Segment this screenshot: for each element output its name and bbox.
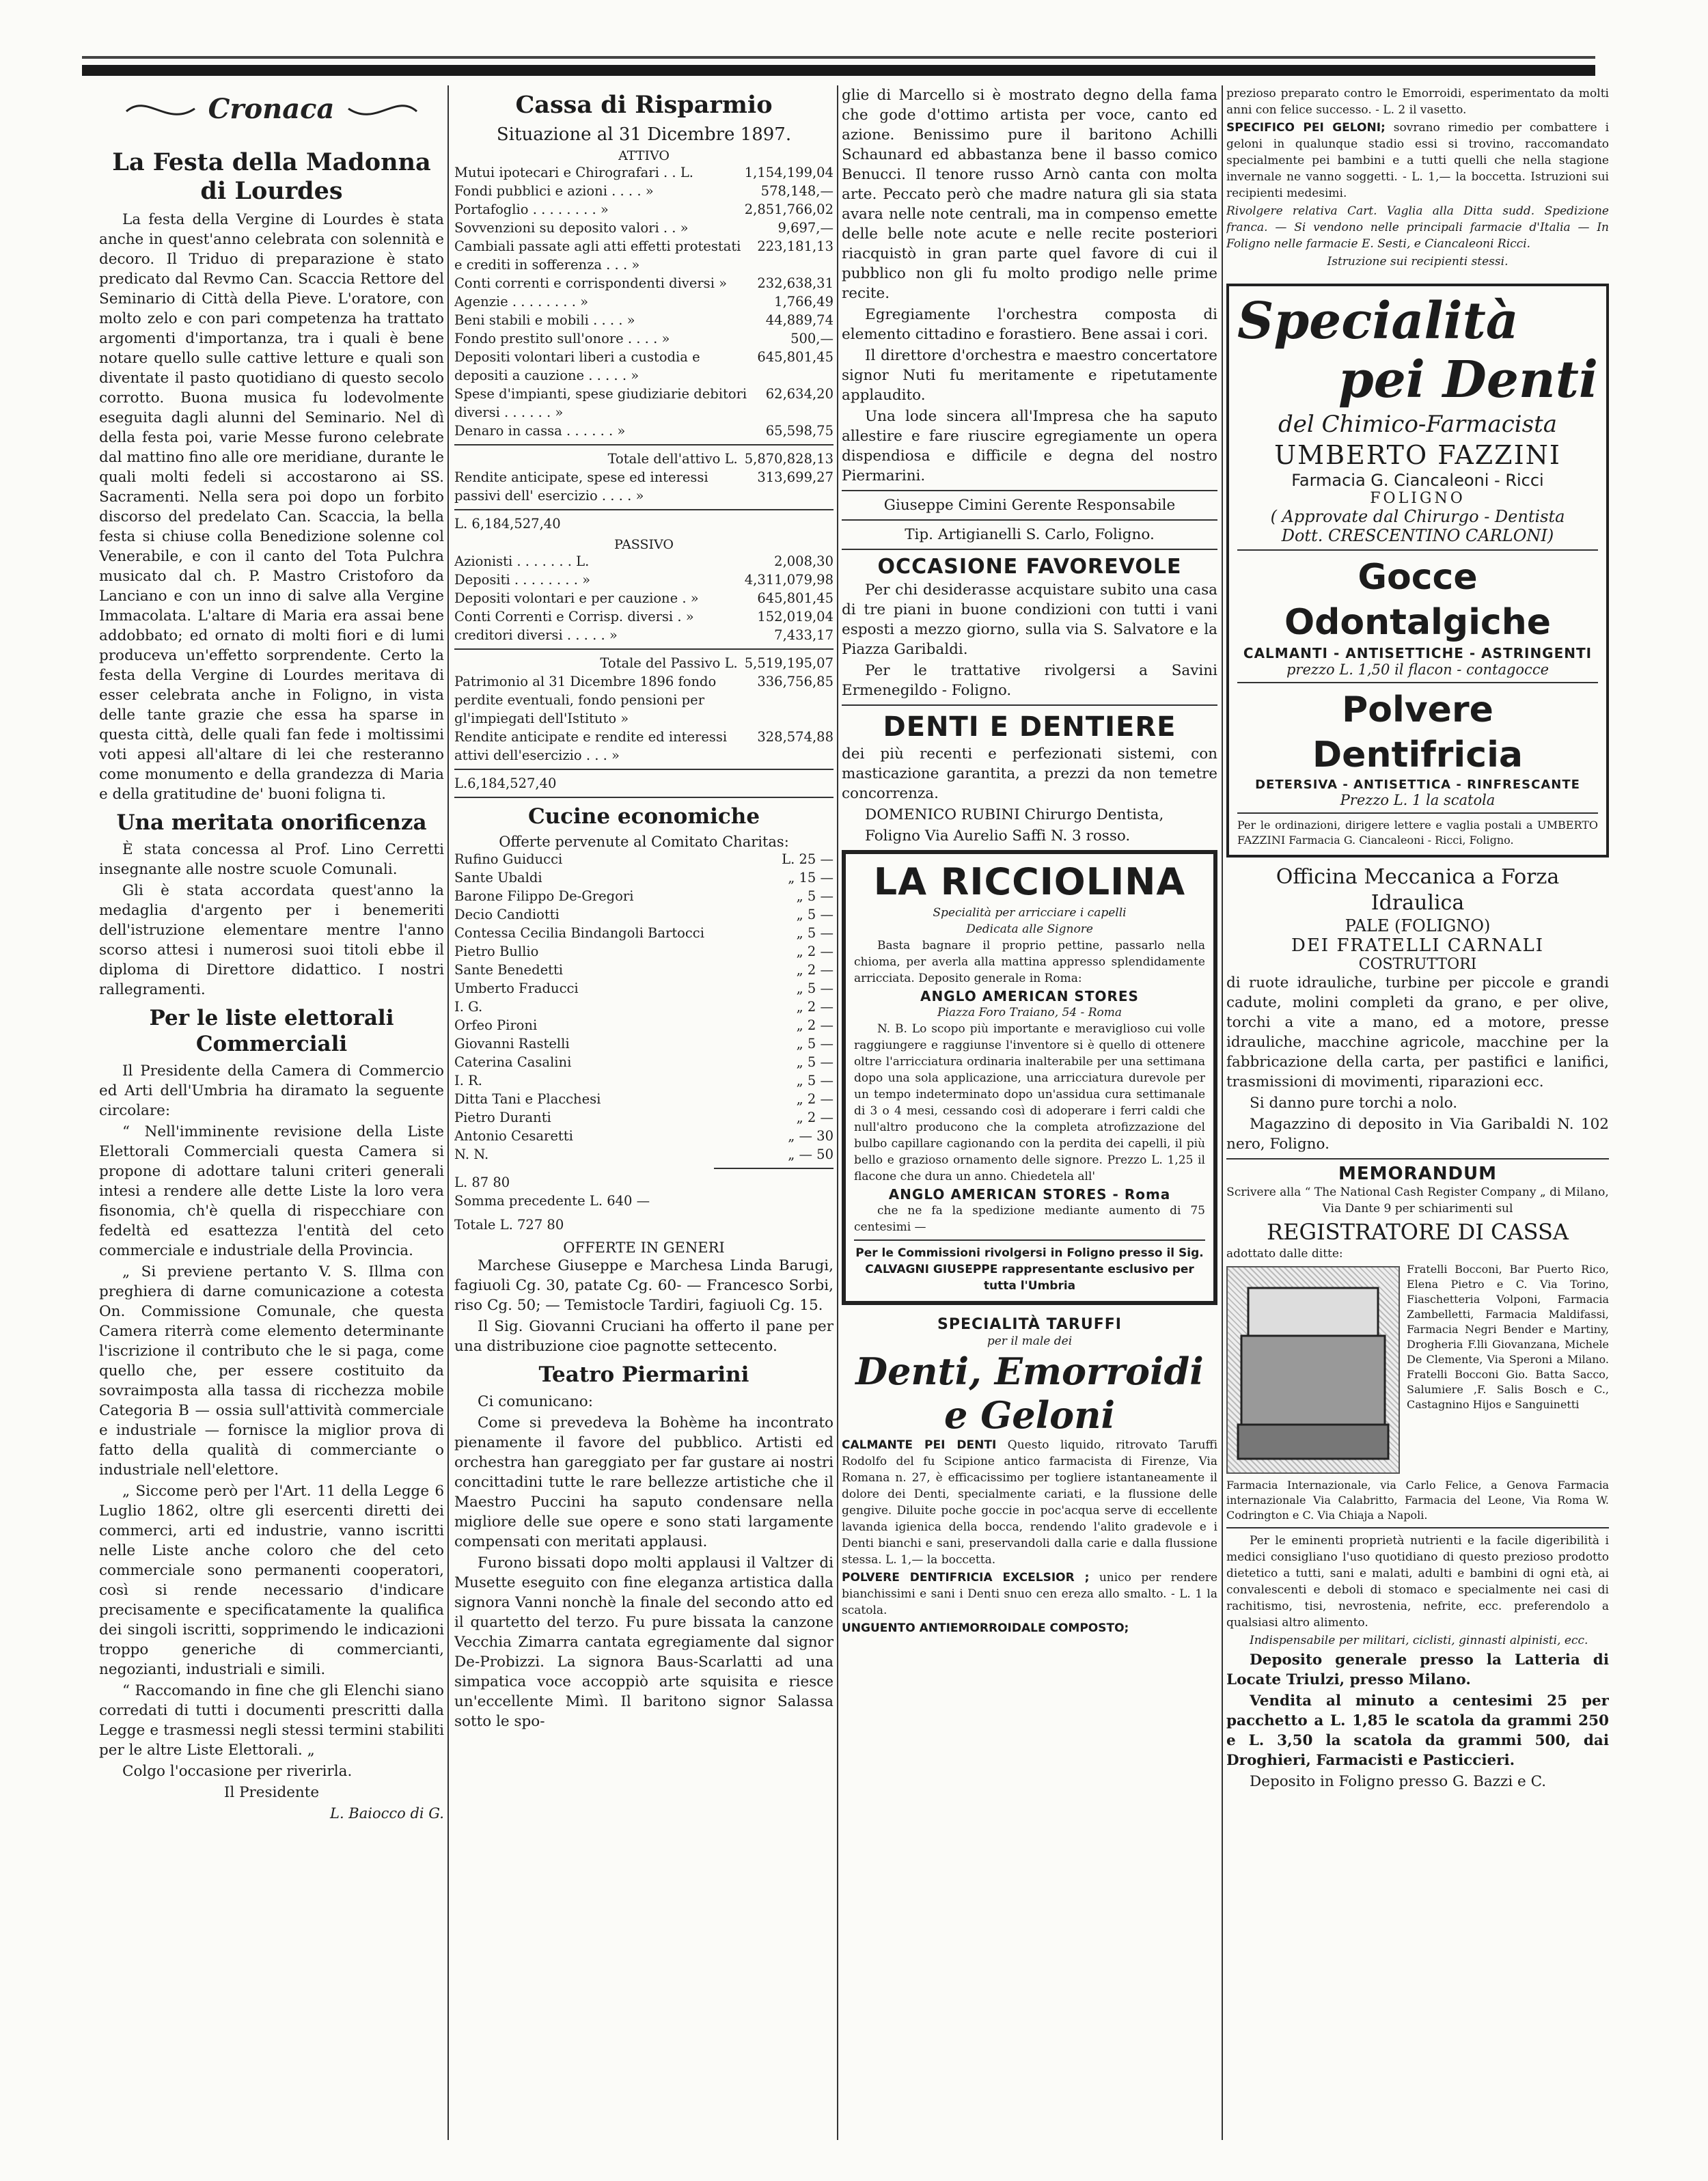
divider bbox=[842, 519, 1217, 521]
passivo-row-label: creditori diversi . . . . . » bbox=[454, 627, 618, 643]
product-desc: DETERSIVA - ANTISETTICA - RINFRESCANTE bbox=[1255, 778, 1580, 792]
sum-row: Somma precedente L. 640 — bbox=[454, 1193, 650, 1209]
passivo-row bbox=[454, 571, 834, 589]
attivo-row-label: Spese d'impianti, spese giudiziarie debitori diversi . . . . . . » bbox=[454, 386, 747, 420]
ad-text: Indispensabile per militari, ciclisti, ginnasti alpinisti, ecc. bbox=[1250, 1634, 1588, 1647]
article-paragraph: Ci comunicano: bbox=[478, 1393, 593, 1410]
attivo-row bbox=[454, 200, 834, 219]
ad-text: di ruote idrauliche, turbine per piccole e grandi cadute, molini completi da grano, e per olive, torchi a vite a mano, ed a motore, presse idrauliche, macchine agricole, macchine per la fabbricazione della carta, per pastifici e lanifici, trasmissioni di movimenti, riparazioni ecc. bbox=[1226, 974, 1609, 1090]
offerta-row-label: Decio Candiotti bbox=[454, 907, 560, 922]
divider bbox=[454, 444, 834, 445]
product-desc: CALMANTI - ANTISETTICHE - ASTRINGENTI bbox=[1243, 645, 1593, 661]
offerta-row-label: Umberto Fraducci bbox=[454, 980, 579, 996]
offerta-row-value: „ 5 — bbox=[796, 925, 834, 941]
offerta-row bbox=[454, 905, 834, 924]
offerta-row bbox=[454, 998, 834, 1016]
section-subtitle: OFFERTE IN GENERI bbox=[563, 1239, 725, 1256]
ad-text: Per chi desiderasse acquistare subito una casa di tre piani in buone condizioni con tutti i vani esposti a mezzo giorno, sulla via S. Salvatore e la Piazza Garibaldi. bbox=[842, 581, 1217, 658]
attivo-row bbox=[454, 237, 834, 274]
attivo-row-label: Sovvenzioni su deposito valori . . » bbox=[454, 220, 689, 236]
ad-text: dei più recenti e perfezionati sistemi, con masticazione garantita, a prezzi da non temetre concorrenza. bbox=[842, 745, 1217, 802]
section-title: di Lourdes bbox=[200, 177, 343, 205]
ad-text: Magazzino di deposito in Via Garibaldi N. 102 nero, Foligno. bbox=[1226, 1116, 1609, 1153]
offerta-row-label: Ditta Tani e Placchesi bbox=[454, 1091, 601, 1107]
passivo-row-value: 152,019,04 bbox=[757, 609, 834, 625]
attivo-table bbox=[454, 163, 834, 440]
offerte-table bbox=[454, 850, 834, 1164]
offerta-row-value: „ 2 — bbox=[796, 1110, 834, 1125]
offerta-row bbox=[454, 961, 834, 979]
ad-headline: Specialità bbox=[1237, 292, 1519, 351]
article-paragraph: Una lode sincera all'Impresa che ha saputo allestire e fare riuscire egregiamente un opera dispendiosa e difficile e degna del nostro Piermarini. bbox=[842, 408, 1217, 484]
ad-headline: e Geloni bbox=[944, 1393, 1115, 1437]
offerta-row bbox=[454, 1127, 834, 1145]
offerta-row-label: Pietro Bullio bbox=[454, 944, 539, 959]
ad-text: Questo liquido, ritrovato Taruffi Rodolfo del fu Scipione antico farmacista di Firenze, Via Romana n. 27, è efficacissimo per togliere istantaneamente il dolore dei Denti, specialmente cariati, e la flussione delle gengive. Diluite poche goccie in poc'acqua serve di eccellente lavanda igienica della bocca, rendendo l'alito gradevole e i Denti bianchi e sani, preservandoli dalla carie e dalla flussione stessa. L. 1,— la boccetta. bbox=[842, 1438, 1217, 1567]
ad-text: Deposito generale presso la Latteria di Locate Triulzi, presso Milano. bbox=[1226, 1651, 1609, 1688]
article-paragraph: Gli è stata accordata quest'anno la medaglia d'argento per i benemeriti dell'istruzione elementare mentre l'anno scorso attesi i numerosi suoi titoli ebbe il diploma di Direttore didattico. I nostri rallegramenti. bbox=[99, 882, 444, 998]
article-paragraph: Colgo l'occasione per riverirla. bbox=[122, 1763, 353, 1780]
offerta-row-label: Contessa Cecilia Bindangoli Bartocci bbox=[454, 925, 704, 941]
divider bbox=[1237, 549, 1598, 551]
passivo-row bbox=[454, 626, 834, 644]
attivo-row bbox=[454, 163, 834, 182]
register-block bbox=[1226, 1262, 1609, 1478]
divider bbox=[1226, 1527, 1609, 1528]
product-name: SPECIFICO PEI GELONI; bbox=[1226, 121, 1386, 135]
store-name: ANGLO AMERICAN STORES bbox=[920, 988, 1139, 1004]
offerta-row-label: Giovanni Rastelli bbox=[454, 1036, 570, 1052]
section-subtitle: Offerte pervenute al Comitato Charitas: bbox=[499, 834, 789, 850]
product-price: Prezzo L. 1 la scatola bbox=[1340, 792, 1496, 808]
divider bbox=[454, 648, 834, 650]
passivo-row-value: 7,433,17 bbox=[774, 627, 834, 643]
cronaca-ornament bbox=[99, 90, 444, 131]
offerta-row bbox=[454, 979, 834, 998]
offerta-row-label: I. R. bbox=[454, 1073, 482, 1088]
section-title: Cassa di Risparmio bbox=[515, 91, 773, 119]
ad-title: LA RICCIOLINA bbox=[873, 860, 1186, 903]
article-paragraph: Egregiamente l'orchestra composta di elemento cittadino e forastiero. Bene assai i cori. bbox=[842, 306, 1217, 343]
offerta-row-label: Caterina Casalini bbox=[454, 1054, 572, 1070]
ad-subtitle: Dedicata alle Signore bbox=[966, 922, 1093, 936]
offerta-row-value: „ 5 — bbox=[796, 1036, 834, 1052]
offerta-row-label: Barone Filippo De-Gregori bbox=[454, 888, 634, 904]
attivo-row-value: 1,766,49 bbox=[774, 294, 834, 310]
article-paragraph: Furono bissati dopo molti applausi il Valtzer di Musette eseguito con fine eleganza artistica dalla signora Vanni nonchè la finale del secondo atto ed il quartetto del terzo. Fu pure bissata la canzone Vecchia Zimarra cantata egregiamente dal signor De-Probizzi. La signora Baus-Scarlatti ad una simpatica voce accoppiò arte squisita e riesce un'eccellente Mimì. Il baritono signor Salassa sotto le spo- bbox=[454, 1554, 834, 1730]
offerta-row bbox=[454, 887, 834, 905]
attivo-row-label: Depositi volontari liberi a custodia e depositi a cauzione . . . . . » bbox=[454, 349, 700, 383]
offerta-row-value: „ 5 — bbox=[796, 1073, 834, 1088]
offerta-row-label: I. G. bbox=[454, 999, 483, 1015]
column-1 bbox=[99, 85, 444, 2140]
attivo-row bbox=[454, 219, 834, 237]
product-name: UNGUENTO ANTIEMORROIDALE COMPOSTO; bbox=[842, 1621, 1129, 1635]
fazzini-ad bbox=[1226, 284, 1609, 858]
ad-footer: Per le Commissioni rivolgersi in Foligno presso il Sig. CALVAGNI GIUSEPPE rappresentante esclusivo per tutta l'Umbria bbox=[855, 1246, 1204, 1293]
product-name: CALMANTE PEI DENTI bbox=[842, 1438, 997, 1452]
attivo-row-label: Fondo prestito sull'onore . . . . » bbox=[454, 331, 670, 346]
divider bbox=[854, 1239, 1205, 1241]
column-4 bbox=[1226, 85, 1609, 2140]
passivo-row-label: Depositi . . . . . . . . » bbox=[454, 572, 591, 588]
ad-text: unico per rendere bianchissimi e sani i Denti snuo cen ereza allo smalto. - L. 1 la scatola. bbox=[842, 1571, 1217, 1617]
attivo-row-value: 223,181,13 bbox=[757, 238, 834, 254]
attivo-row bbox=[454, 292, 834, 311]
attivo-row-label: Fondi pubblici e azioni . . . . » bbox=[454, 183, 654, 199]
ad-name: UMBERTO FAZZINI bbox=[1274, 440, 1561, 470]
offerta-row bbox=[454, 850, 834, 868]
passivo-row-label: Conti Correnti e Corrisp. diversi . » bbox=[454, 609, 694, 625]
passivo-row bbox=[454, 607, 834, 626]
offerta-row bbox=[454, 1108, 834, 1127]
passivo-row-value: 2,008,30 bbox=[774, 553, 834, 569]
cash-register-icon bbox=[1228, 1267, 1399, 1472]
ad-subtitle: per il male dei bbox=[987, 1334, 1073, 1348]
divider bbox=[842, 704, 1217, 706]
ad-text: Basta bagnare il proprio pettine, passarlo nella chioma, per averla alla mattina appresso splendidamente arricciata. Deposito generale in Roma: bbox=[854, 939, 1205, 985]
ad-text: Rivolgere relativa Cart. Vaglia alla Ditta sudd. Spedizione franca. — Si vendono nelle principali farmacie d'Italia — In Foligno nelle farmacie E. Sesti, e Ciancaleoni Ricci. bbox=[1226, 204, 1609, 251]
section-title: Teatro Piermarini bbox=[538, 1362, 749, 1387]
attivo-row-value: 9,697,— bbox=[777, 220, 834, 236]
divider bbox=[454, 509, 834, 510]
attivo-row bbox=[454, 311, 834, 329]
product-price: prezzo L. 1,50 il flacon - contagocce bbox=[1286, 661, 1549, 678]
article-paragraph: glie di Marcello si è mostrato degno della fama che gode d'ottimo artista per voce, canto ed azione. Benissimo pure il baritono Achilli Schaunard ed abbastanza bene il basso comico Benucci. Il tenore russo Arnò canta con molta arte. Peccato però che madre natura gli sia stata avara nelle note centrali, ma in compenso emette delle belle note acute e nelle recite posteriori riacquistò in gran parte quel favore di cui il pubblico non gli fu molto prodigo nelle prime recite. bbox=[842, 87, 1217, 302]
article-paragraph: Marchese Giuseppe e Marchesa Linda Barugi, fagiuoli Cg. 30, patate Cg. 60- — Francesco Sorbi, riso Cg. 50; — Temistocle Tardiri, fagiuoli Cg. 15. bbox=[454, 1257, 834, 1314]
section-title: Commerciali bbox=[195, 1032, 348, 1056]
column-divider bbox=[1222, 85, 1223, 2140]
section-subtitle: Situazione al 31 Dicembre 1897. bbox=[496, 124, 792, 145]
section-title: La Festa della Madonna bbox=[112, 148, 431, 176]
attivo-row-label: Mutui ipotecari e Chirografari . . L. bbox=[454, 165, 693, 180]
section-title: Per le liste elettorali bbox=[149, 1006, 394, 1030]
gerente-line: Giuseppe Cimini Gerente Responsabile bbox=[883, 497, 1176, 514]
column-2 bbox=[454, 85, 834, 2140]
top-heavy-rule bbox=[82, 65, 1595, 76]
offerta-row-label: N. N. bbox=[454, 1147, 489, 1162]
offerta-row bbox=[454, 1071, 834, 1090]
ad-text: FOLIGNO bbox=[1370, 490, 1465, 507]
offerta-row bbox=[454, 1090, 834, 1108]
ad-text: DOMENICO RUBINI Chirurgo Dentista, bbox=[865, 806, 1164, 823]
passivo-row-label: Depositi volontari e per cauzione . » bbox=[454, 590, 699, 606]
attivo-row-value: 65,598,75 bbox=[765, 423, 834, 439]
attivo-row-label: Portafoglio . . . . . . . . » bbox=[454, 202, 609, 217]
offerta-row bbox=[454, 1016, 834, 1034]
attivo-row bbox=[454, 182, 834, 200]
ad-subtitle: Specialità per arricciare i capelli bbox=[933, 906, 1127, 920]
offerta-row-value: „ 2 — bbox=[796, 999, 834, 1015]
article-paragraph: È stata concessa al Prof. Lino Cerretti insegnante alle nostre scuole Comunali. bbox=[99, 841, 444, 878]
attivo-row bbox=[454, 422, 834, 440]
ad-title: OCCASIONE FAVOREVOLE bbox=[877, 555, 1182, 579]
attivo-total-row: Totale dell'attivo L. 5,870,828,13 bbox=[607, 451, 834, 467]
ad-text: Istruzione sui recipienti stessi. bbox=[1327, 255, 1509, 269]
offerta-row-value: „ 2 — bbox=[796, 944, 834, 959]
divider bbox=[454, 769, 834, 770]
ad-text: Scrivere alla “ The National Cash Register Company „ di Milano, Via Dante 9 per schiarimenti sul bbox=[1226, 1185, 1609, 1216]
ad-text: ( Approvate dal Chirurgo - Dentista bbox=[1270, 507, 1565, 526]
offerta-row bbox=[454, 924, 834, 942]
patrimonio-row: Patrimonio al 31 Dicembre 1896 fondo perdite eventuali, fondo pensioni per gl'impiegati dell'Istituto » 336,756,85 bbox=[454, 674, 834, 726]
offerta-row-value: L. 25 — bbox=[782, 851, 834, 867]
attivo-row-value: 62,634,20 bbox=[765, 386, 834, 402]
offerta-row-label: Sante Ubaldi bbox=[454, 870, 542, 886]
passivo-heading: PASSIVO bbox=[614, 537, 674, 552]
ad-text: N. B. Lo scopo più importante e meraviglioso cui volle raggiungere e raggiunse l'inventore si è quello di ottenere oltre l'arricciatura ordinaria inalterabile per una settimana dopo una sola applicazione, una arricciatura durevole per un tempo indeterminato dopo un'assidua cura settimanale di 3 o 4 mesi, cessando così di adoperare i ferri caldi che null'altro producono che la completa atrofizzazione del bulbo capillare cagionando con la perdita dei capelli, il più bello e grazioso ornamento delle signore. Prezzo L. 1,25 il flacone che dura un anno. Chiedetela all' bbox=[854, 1022, 1205, 1183]
ad-subtitle: PALE (FOLIGNO) bbox=[1345, 916, 1491, 935]
ad-text: Per le trattative rivolgersi a Savini Ermenegildo - Foligno. bbox=[842, 662, 1217, 699]
divider bbox=[842, 490, 1217, 491]
offerta-row-value: „ 5 — bbox=[796, 1054, 834, 1070]
passivo-row-label: Azionisti . . . . . . . L. bbox=[454, 553, 590, 569]
ad-text: Dott. CRESCENTINO CARLONI) bbox=[1281, 526, 1554, 545]
product-title: Polvere Dentifricia bbox=[1312, 689, 1523, 776]
ad-text: sovrano rimedio per combattere i geloni in qualunque stadio essi si trovino, raccomandato specialmente pei bambini e a tutti quelli che nella stagione invernale ne vanno soggetti. - L. 1,— la boccetta. Istruzioni sui recipienti medesimi. bbox=[1226, 121, 1609, 200]
attivo-row bbox=[454, 385, 834, 422]
product-title: Gocce Odontalgiche bbox=[1284, 557, 1552, 643]
store-name: ANGLO AMERICAN STORES - Roma bbox=[888, 1186, 1171, 1203]
rendite-row: Rendite anticipate, spese ed interessi passivi dell' esercizio . . . . » 313,699,27 bbox=[454, 469, 834, 504]
divider bbox=[842, 549, 1217, 550]
attivo-row-value: 1,154,199,04 bbox=[744, 165, 834, 180]
column-3 bbox=[842, 85, 1217, 2140]
rendite-row: Rendite anticipate e rendite ed interessi attivi dell'esercizio . . . » 328,574,88 bbox=[454, 729, 834, 763]
attivo-row-value: 500,— bbox=[790, 331, 834, 346]
offerta-row-label: Antonio Cesaretti bbox=[454, 1128, 573, 1144]
ad-subtitle: adottato dalle ditte: bbox=[1226, 1247, 1343, 1261]
passivo-table bbox=[454, 552, 834, 644]
sum-row: Totale L. 727 80 bbox=[454, 1217, 564, 1233]
passivo-row-value: 645,801,45 bbox=[757, 590, 834, 606]
article-paragraph: Come si prevedeva la Bohème ha incontrato pienamente il favore del pubblico. Artisti ed orchestra han gareggiato per far gustare ai nostri concittadini tutte le rare bellezze artistiche che il Maestro Puccini ha saputo condensare nella migliore delle sue opere e sono stati largamente compensati con meritati applausi. bbox=[454, 1414, 834, 1550]
article-paragraph: „ Si previene pertanto V. S. Illma con preghiera di darne comunicazione a cotesta On. Commissione Comunale, che questa Camera riterrà come elemento determinante l'iscrizione il contributo che le si paga, come quello che, per essere costituito da sovraimposta alla tassa di ricchezza mobile Categoria B — ossia sull'attività commerciale e industriale — fornisce la miglior prova di fatto della qualità di commerciante o industriale nell'elettore. bbox=[99, 1263, 444, 1479]
ad-subtitle: del Chimico-Farmacista bbox=[1278, 411, 1558, 438]
attivo-row bbox=[454, 348, 834, 385]
offerta-row-value: „ 5 — bbox=[796, 907, 834, 922]
attivo-row-value: 2,851,766,02 bbox=[744, 202, 834, 217]
attivo-heading: ATTIVO bbox=[618, 148, 670, 163]
ad-headline: pei Denti bbox=[1338, 351, 1598, 409]
ad-headline: Denti, Emorroidi bbox=[855, 1349, 1204, 1393]
offerta-row-value: „ 2 — bbox=[796, 1091, 834, 1107]
top-thin-rule bbox=[82, 56, 1595, 59]
ad-title: MEMORANDUM bbox=[1338, 1164, 1498, 1184]
divider bbox=[1237, 682, 1598, 683]
attivo-row-label: Agenzie . . . . . . . . » bbox=[454, 294, 589, 310]
offerta-row bbox=[454, 1034, 834, 1053]
divider bbox=[1226, 1158, 1609, 1160]
article-paragraph: „ Siccome però per l'Art. 11 della Legge 6 Luglio 1862, oltre gli esercenti diretti dei commerci, arti ed industrie, vanno iscritti nelle Liste anche coloro che del ceto commerciale sono permanenti cooperatori, così si rende necessario d'indicare precisamente e specificatamente la qualifica dei singoli iscritti, sopprimendo le indicazioni troppo generiche di commercianti, negozianti, industriali e simili. bbox=[99, 1483, 444, 1678]
cash-register-illustration bbox=[1226, 1266, 1400, 1474]
signature-name: L. Baiocco di G. bbox=[330, 1805, 444, 1822]
offerta-row bbox=[454, 1053, 834, 1071]
ad-subtitle: COSTRUTTORI bbox=[1358, 956, 1477, 973]
offerta-row bbox=[454, 868, 834, 887]
signature-title: Il Presidente bbox=[223, 1784, 320, 1801]
attivo-row bbox=[454, 329, 834, 348]
cronaca-header: Cronaca bbox=[208, 93, 335, 125]
section-title: Cucine economiche bbox=[527, 804, 760, 829]
divider bbox=[1237, 812, 1598, 814]
ad-text: Per le eminenti proprietà nutrienti e la facile digeribilità i medici consigliano l'uso quotidiano di questo prezioso prodotto dietetico a tutti, sani e malati, adulti e bambini di ogni età, ai convalescenti e deboli di stomaco e specialmente nei casi di rachitismo, tisi, nevrostenia, nefrite, ecc. preferendolo a qualsiasi altro alimento. bbox=[1226, 1534, 1609, 1630]
ad-title: DENTI E DENTIERE bbox=[883, 711, 1176, 743]
attivo-row-label: Conti correnti e corrispondenti diversi » bbox=[454, 275, 728, 291]
offerta-row-value: „ 5 — bbox=[796, 888, 834, 904]
passivo-total-row: Totale del Passivo L. 5,519,195,07 bbox=[600, 655, 834, 671]
offerta-row-value: „ — 30 bbox=[788, 1128, 834, 1144]
ad-text: Farmacia Internazionale, via Carlo Felice, a Genova Farmacia internazionale Via Calabritto, Farmacia del Leone, Via Roma W. Codrington e C. Via Chiaja a Napoli. bbox=[1226, 1479, 1609, 1522]
offerta-row-value: „ 2 — bbox=[796, 1017, 834, 1033]
ad-title: REGISTRATORE DI CASSA bbox=[1266, 1219, 1569, 1245]
offerta-row-value: „ 2 — bbox=[796, 962, 834, 978]
store-address: Piazza Foro Traiano, 54 - Roma bbox=[937, 1006, 1122, 1019]
offerta-row bbox=[454, 1145, 834, 1164]
divider bbox=[714, 1168, 834, 1169]
attivo-row-value: 645,801,45 bbox=[757, 349, 834, 365]
product-name: POLVERE DENTIFRICIA EXCELSIOR ; bbox=[842, 1571, 1090, 1585]
sum-row: L. 87 80 bbox=[454, 1175, 510, 1190]
passivo-row bbox=[454, 589, 834, 607]
printer-line: Tip. Artigianelli S. Carlo, Foligno. bbox=[905, 526, 1155, 543]
ad-text: prezioso preparato contro le Emorroidi, esperimentato da molti anni con felice successo. - L. 2 il vasetto. bbox=[1226, 87, 1609, 117]
offerta-row-value: „ 15 — bbox=[788, 870, 834, 886]
attivo-row-label: Denaro in cassa . . . . . . » bbox=[454, 423, 626, 439]
ad-text: Vendita al minuto a centesimi 25 per pacchetto a L. 1,85 le scatola da grammi 250 e L. 3,50 la scatola da grammi 500, dai Droghieri, Farmacisti e Pasticcieri. bbox=[1226, 1692, 1609, 1769]
article-paragraph: Il direttore d'orchestra e maestro concertatore signor Nuti fu meritamente e ripetutamente applaudito. bbox=[842, 347, 1217, 404]
article-paragraph: “ Raccomando in fine che gli Elenchi siano corredati di tutti i documenti prescritti dalla Legge e trasmessi negli stessi termini stabiliti per le altre Liste Elettorali. „ bbox=[99, 1682, 444, 1759]
article-body: La festa della Vergine di Lourdes è stata anche in quest'anno celebrata con solennità e decoro. Il Triduo di preparazione è stato predicato dal Revmo Can. Scaccia Rettore del Seminario di Città della Pieve. L'oratore, con molto zelo e con pari competenza ha trattato argomenti d'importanza, tra i quali è bene notare quello sulle cattive letture e quali son diventate il pasto quotidiano di questo secolo corrotto. Buona musica fu lodevolmente eseguita dagli alunni del Seminario. Nel dì della festa poi, varie Messe furono celebrate dal mattino fino alle ore meridiane, durante le quali molti fedeli si accostarono ai SS. Sacramenti. Nella sera poi dopo un forbito discorso del predelato Can. Scaccia, la bella festa si chiuse colla Benedizione solenne col Venerabile, e con il canto del Tota Pulchra musicato dal ch. P. Mastro Cristoforo da Lanciano e con un inno di salve alla Vergine Immacolata. L'altare di Maria era assai bene addobbato; ed ornato di molti fiori e di lumi produceva un'effetto sorprendente. Certo la festa della Vergine di Lourdes meritava di esser celebrata anche in Foligno, in vista delle tante grazie che essa ha sparse in questa città, delle quali fan fede i moltissimi voti appesi all'altare di lei che resteranno come monumento e della grandezza di Maria e della gratitudine de' buoni foligna ti. bbox=[99, 211, 444, 803]
offerta-row bbox=[454, 942, 834, 961]
ricciolina-ad bbox=[842, 850, 1217, 1305]
attivo-row-label: Cambiali passate agli atti effetti protestati e crediti in sofferenza . . . » bbox=[454, 238, 741, 273]
ad-text: Deposito in Foligno presso G. Bazzi e C. bbox=[1250, 1773, 1547, 1790]
ad-text: Foligno Via Aurelio Saffi N. 3 rosso. bbox=[865, 827, 1131, 845]
column-divider bbox=[447, 85, 449, 2140]
ad-title: SPECIALITÀ TARUFFI bbox=[937, 1316, 1122, 1333]
ad-title: Officina Meccanica a Forza Idraulica bbox=[1276, 865, 1560, 915]
passivo-row-value: 4,311,079,98 bbox=[744, 572, 834, 588]
attivo-row-value: 232,638,31 bbox=[757, 275, 834, 291]
attivo-row bbox=[454, 274, 834, 292]
article-paragraph: “ Nell'imminente revisione della Liste Elettorali Commerciali questa Camera si propone di adottare taluni criteri generali intesi a rendere alle dette Liste la loro vera fisonomia, ch'è quella di rispecchiare con fedeltà ed esattezza l'entità del ceto commerciale e industriale della Provincia. bbox=[99, 1123, 444, 1259]
offerta-row-label: Sante Benedetti bbox=[454, 962, 564, 978]
offerta-row-label: Rufino Guiducci bbox=[454, 851, 563, 867]
ad-text: Si danno pure torchi a nolo. bbox=[1250, 1095, 1458, 1112]
offerta-row-value: „ — 50 bbox=[788, 1147, 834, 1162]
ad-footer: Per le ordinazioni, dirigere lettere e vaglia postali a UMBERTO FAZZINI Farmacia G. Ciancaleoni - Ricci, Foligno. bbox=[1237, 819, 1598, 847]
passivo-row bbox=[454, 552, 834, 571]
attivo-row-value: 44,889,74 bbox=[765, 312, 834, 328]
article-paragraph: Il Sig. Giovanni Cruciani ha offerto il pane per una distribuzione cioe pagnotte settecento. bbox=[454, 1318, 834, 1355]
offerta-row-label: Pietro Duranti bbox=[454, 1110, 551, 1125]
ad-subtitle: DEI FRATELLI CARNALI bbox=[1291, 935, 1545, 956]
section-title: Una meritata onorificenza bbox=[116, 810, 427, 835]
article-paragraph: Il Presidente della Camera di Commercio ed Arti dell'Umbria ha diramato la seguente circolare: bbox=[99, 1062, 444, 1119]
grand-total: L. 6,184,527,40 bbox=[454, 516, 561, 532]
ad-text: Farmacia G. Ciancaleoni - Ricci bbox=[1291, 471, 1544, 490]
grand-total: L.6,184,527,40 bbox=[454, 776, 557, 791]
attivo-row-label: Beni stabili e mobili . . . . » bbox=[454, 312, 635, 328]
offerta-row-value: „ 5 — bbox=[796, 980, 834, 996]
divider bbox=[454, 797, 834, 798]
ad-text: Fratelli Bocconi, Bar Puerto Rico, Elena Pietro e C. Via Torino, Fiaschetteria Volponi, Farmacia Zambelletti, Farmacia Maldifassi, Farmacia Negri Bender e Martiny, Drogheria F.lli Giovanzana, Michele De Clemente, Via Speroni a Milano. Fratelli Bocconi Gio. Batta Sacco, Salumiere ,F. Salis Bosch e C., Castagnino Hijos e Sanguinetti bbox=[1407, 1263, 1609, 1411]
offerta-row-label: Orfeo Pironi bbox=[454, 1017, 538, 1033]
attivo-row-value: 578,148,— bbox=[760, 183, 834, 199]
column-divider bbox=[837, 85, 838, 2140]
ad-text: che ne fa la spedizione mediante aumento di 75 centesimi — bbox=[854, 1204, 1205, 1234]
